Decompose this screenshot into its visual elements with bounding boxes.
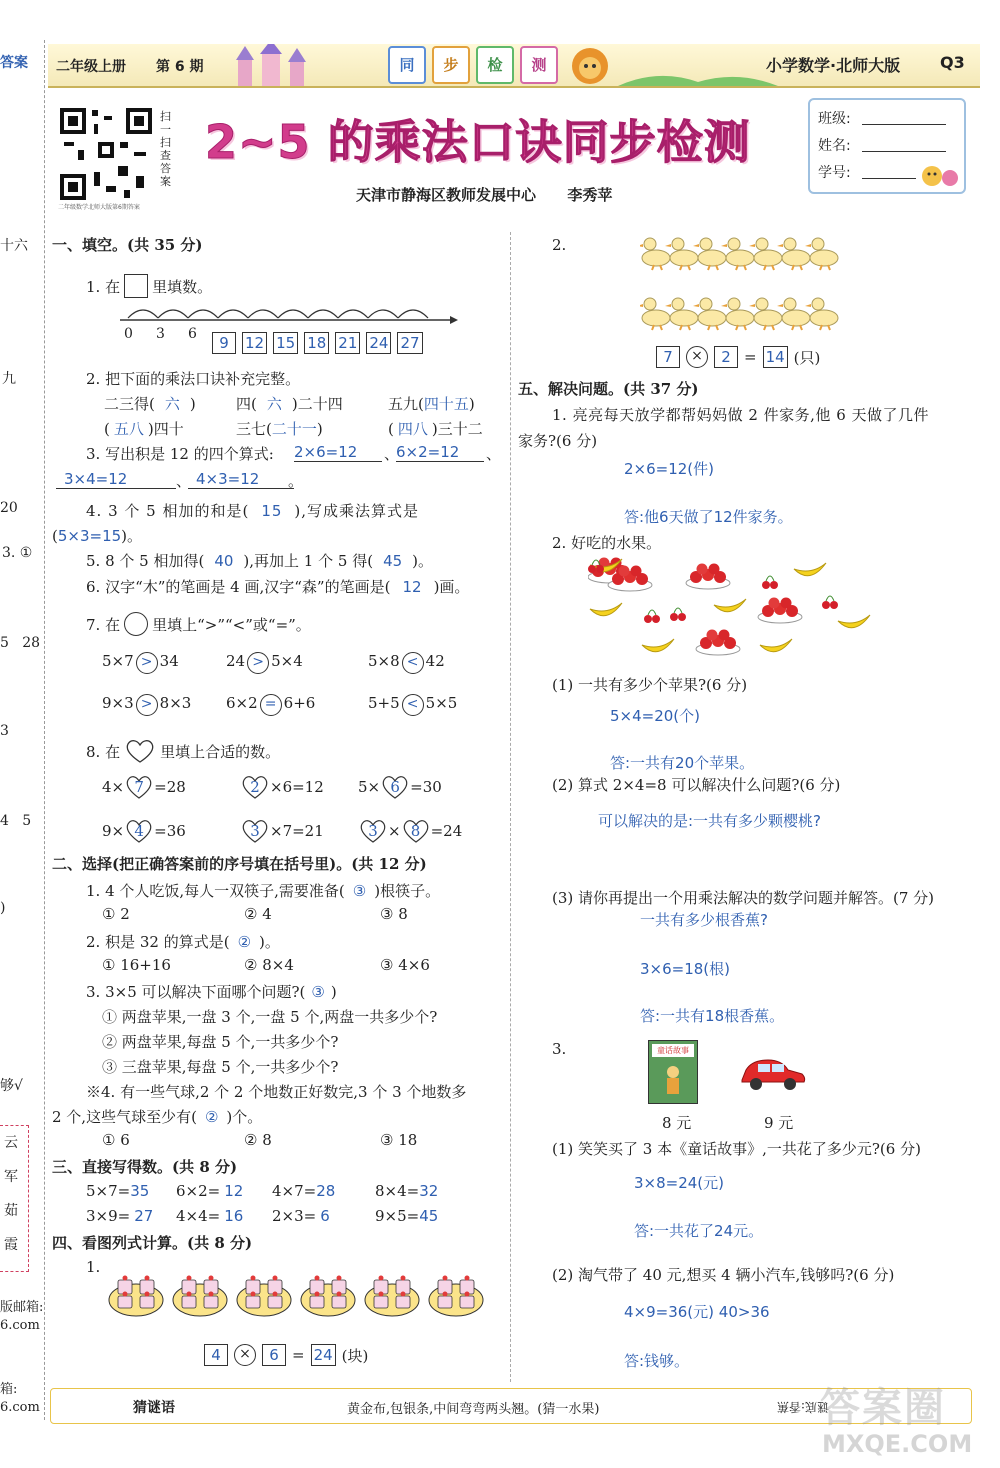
solution-answer[interactable]: 答:一共有20个苹果。 [610,754,755,772]
compare-item [368,694,457,716]
q-text: =30 [410,778,442,796]
q-text: 5. 8 个 5 相加得( [86,552,205,570]
question-1-8 [86,738,280,764]
q-text: 24 [226,652,246,670]
q-text: 5×7 [102,652,134,670]
verse-answer[interactable]: 四八 [397,420,428,438]
calc-answer[interactable]: 45 [419,1207,439,1225]
calc-answer[interactable]: 16 [224,1207,244,1225]
sub-question: (2) 算式 2×4=8 可以解决什么问题?(6 分) [552,776,841,794]
compare-circle[interactable]: < [402,652,424,674]
subject-label: 小学数学·北师大版 [766,56,901,75]
sub-question: (1) 一共有多少个苹果?(6 分) [552,676,748,694]
edge-text: 够√ [0,1078,23,1094]
heart-item [358,774,442,800]
answer-box[interactable]: 9 [212,332,236,354]
verse-answer[interactable]: 二十一 [271,420,317,438]
choice-option[interactable]: ② 两盘苹果,每盘 5 个,一共多少个? [102,1033,339,1051]
header-strip [48,44,980,88]
punct: 、 [486,445,502,463]
solution-calc[interactable]: 2×6=12(件) [624,460,715,478]
question-1-1 [86,274,212,298]
question-1-3: 3. 写出积是 12 的四个算式: [86,445,274,463]
tile: 步 [432,46,470,84]
watermark-url: MXQE.COM [822,1430,973,1458]
edge-name: 茹 [4,1203,18,1219]
choice-option[interactable]: ② 8 [244,1131,272,1149]
verse-answer[interactable]: 六 [266,395,282,413]
question-1-5 [86,550,433,571]
heart-value: 7 [134,778,144,796]
choice-option[interactable]: ① 6 [102,1131,130,1149]
q-text: ) [468,395,475,413]
answer-blank[interactable]: 5×3=15 [57,527,122,545]
number-line [110,298,460,328]
equation-box[interactable]: 6 [262,1344,286,1366]
q-text: 5×7= [86,1182,131,1200]
answer-blank[interactable]: 12 [402,578,422,596]
tick-label: 0 [124,326,133,342]
heart-answer[interactable] [240,774,270,800]
edge-answer-label: 答案 [0,55,28,71]
q-text: 8. 在 [86,742,121,761]
solution-answer[interactable]: 可以解决的是:一共有多少颗樱桃? [598,812,822,830]
compare-circle[interactable]: < [402,694,424,716]
choice-option[interactable]: ③ 18 [380,1131,418,1149]
q-text: 4. 3 个 5 相加的和是( [86,502,250,520]
compare-item [368,652,445,674]
castle-illustration [218,44,338,86]
q-text: ( [104,420,110,438]
q-text: 里填数。 [152,277,213,296]
cake-plate-icon [428,1266,484,1318]
car-price: 9 元 [764,1114,794,1132]
heart-value: 4 [134,822,144,840]
solution-calc[interactable]: 3×8=24(元) [634,1174,725,1192]
picture-equation-1 [204,1344,368,1366]
book-cover-figure-icon [649,1060,697,1100]
q-text: 四( [236,395,257,413]
choice-option[interactable]: ① 两盘苹果,一盘 3 个,一盘 5 个,两盘一共多少个? [102,1008,438,1026]
q-text: 8×3 [159,694,192,712]
equation-box[interactable]: 24 [311,1344,336,1366]
q-text: 42 [425,652,445,670]
question-1-2: 2. 把下面的乘法口诀补充完整。 [86,370,301,388]
choice-option[interactable]: ① 2 [102,905,130,923]
cake-plate-icon [108,1266,164,1318]
answer-box[interactable]: 18 [304,332,329,354]
verse-item [236,393,343,414]
solution-calc[interactable]: 4×9=36(元) 40>36 [624,1303,770,1321]
q-text: 5×4 [271,652,303,670]
q-text: 2. 积是 32 的算式是( [86,933,230,951]
heart-item [240,774,324,800]
riddle-text: 黄金布,包银条,中间弯弯两头翘。(猜一水果) [347,1402,600,1417]
q-text: 9×3 [102,694,134,712]
q-text: 8×4= [375,1182,420,1200]
q-text: 3×9= [86,1207,131,1225]
equation-box[interactable]: 4 [204,1344,228,1366]
heart-icon [124,738,156,764]
cut-line [44,40,46,1420]
q-text: )根筷子。 [374,882,441,900]
verse-answer[interactable]: 四十五 [423,395,469,413]
heart-answer[interactable] [401,818,431,844]
edge-text: ) [0,900,6,916]
edge-text: 5 28 [0,635,41,651]
compare-circle[interactable]: > [136,694,158,716]
q-text: 里填上合适的数。 [160,742,281,761]
tick-label: 6 [188,326,197,342]
calc-item [86,1182,149,1200]
solution-question[interactable]: 一共有多少根香蕉? [640,911,768,929]
equation-box[interactable]: 14 [763,346,788,368]
heart-item [102,774,186,800]
choice-option[interactable]: ② 8×4 [244,956,294,974]
q-text: )二十四 [291,395,343,413]
choice-option[interactable]: ① 16+16 [102,956,171,974]
q-text: 3. 3×5 可以解决下面哪个问题?( [86,983,306,1001]
equation-box[interactable]: 7 [656,346,680,368]
cake-plate-icon [364,1266,420,1318]
calc-answer[interactable]: 12 [224,1182,244,1200]
punct: 、 [176,472,192,490]
verse-item [388,418,483,439]
compare-item [226,694,315,716]
q-text: ×6=12 [270,778,324,796]
grass-decoration [618,64,778,86]
edge-text: 4 5 [0,813,32,829]
choice-option[interactable]: ② 4 [244,905,272,923]
section-2-title: 二、选择(把正确答案前的序号填在括号里)。(共 12 分) [52,855,427,873]
calc-item [176,1207,243,1225]
section-5-title: 五、解决问题。(共 37 分) [518,380,699,398]
choice-question-1 [86,880,440,901]
choice-question-2 [86,931,280,952]
q-text: =28 [154,778,186,796]
answer-blank[interactable]: 45 [383,552,403,570]
answer-blank[interactable]: 40 [214,552,234,570]
column-divider [510,232,511,1382]
sub-question: (3) 请你再提出一个用乘法解决的数学问题并解答。(7 分) [552,889,935,907]
cake-plates-picture [108,1266,484,1318]
tile: 检 [476,46,514,84]
edge-names-box [0,1125,29,1272]
edge-name: 云 [4,1135,18,1151]
cake-plate-icon [300,1266,356,1318]
equals-sign: = [292,1346,305,1364]
heart-item [358,818,462,844]
problem-1-cont: 家务?(6 分) [518,432,598,450]
number-line-answers [212,332,423,354]
tile: 同 [388,46,426,84]
heart-value: 3 [250,822,260,840]
q-text: ) [189,395,196,413]
q-text: ) [330,983,337,1001]
question-1-6 [86,576,469,597]
edge-text: 3. ① [2,545,33,561]
edge-text: 6.com [0,1400,40,1415]
solution-answer[interactable]: 答:一共花了24元。 [634,1222,764,1240]
cake-plate-icon [172,1266,228,1318]
edge-text: 箱: [0,1382,18,1397]
compare-circle[interactable]: > [136,652,158,674]
operator-circle[interactable]: × [234,1344,256,1366]
picture-equation-2 [656,346,820,368]
calc-item [272,1207,330,1225]
q-text: )。 [412,552,434,570]
q-text: ),再加上 1 个 5 得( [243,552,374,570]
square-symbol [124,274,148,298]
answer-blank[interactable]: ③ [311,983,325,1001]
calc-answer[interactable]: 35 [130,1182,150,1200]
q-text: 三七( [236,420,272,438]
heart-value: 2 [250,778,260,796]
problem-1: 1. 亮亮每天放学都帮妈妈做 2 件家务,他 6 天做了几件 [552,406,930,424]
circle-symbol [124,612,148,636]
compare-circle[interactable]: = [260,694,282,716]
q-text: 6×2 [226,694,258,712]
q-text: 1. 4 个人吃饭,每人一双筷子,需要准备( [86,882,345,900]
question-1-7 [86,612,311,636]
question-num: 1. [86,1258,101,1276]
q-text: =24 [430,822,463,840]
choice-option[interactable]: ③ 4×6 [380,956,430,974]
student-info-box [808,98,966,194]
answer-blank[interactable]: ② [237,933,252,951]
edge-text: 九 [2,371,16,387]
q-text: 34 [159,652,179,670]
q-text: × [388,822,401,840]
compare-circle[interactable]: > [247,652,269,674]
compare-item [102,694,191,716]
verse-answer[interactable]: 六 [164,395,180,413]
calc-answer[interactable]: 28 [316,1182,336,1200]
sub-question: (2) 淘气带了 40 元,想买 4 辆小汽车,钱够吗?(6 分) [552,1266,895,1284]
compare-item [102,652,179,674]
q-text: 5×8 [368,652,400,670]
calc-answer[interactable]: 32 [419,1182,439,1200]
name-label: 姓名: [818,138,851,154]
fruits-picture [588,555,878,665]
q-text: )三十二 [431,420,483,438]
qr-side-text: 扫一扫 查答案 [160,110,171,188]
riddle-label: 猜谜语 [133,1400,175,1416]
calc-item [86,1207,153,1225]
q-text: 2 个,这些气球至少有( [52,1108,197,1126]
choice-question-3 [86,981,337,1002]
id-field[interactable] [862,178,916,179]
answer-box[interactable]: 24 [366,332,391,354]
q-text: )。 [259,933,280,951]
sub-question: (1) 笑笑买了 3 本《童话故事》,一共花了多少元?(6 分) [552,1140,921,1158]
q-text: )四十 [147,420,184,438]
section-3-title: 三、直接写得数。(共 8 分) [52,1158,238,1176]
q-text: 5+5 [368,694,400,712]
solution-answer[interactable]: 答:钱够。 [624,1352,690,1370]
edge-text: 版邮箱: [0,1300,44,1315]
answer-blank[interactable]: ③ [352,882,367,900]
issue-label: 第 6 期 [156,59,204,75]
q-text: ( [52,527,58,545]
class-label: 班级: [818,111,851,127]
problem-2: 2. 好吃的水果。 [552,534,662,552]
punct: 。 [288,472,304,490]
answer-box[interactable]: 21 [335,332,360,354]
unit-label: (块) [341,1346,369,1365]
page-code: Q3 [940,53,965,72]
ducks-picture [640,232,840,336]
choice-question-4-cont [52,1106,262,1127]
tile: 测 [520,46,558,84]
calc-item [375,1207,438,1225]
verse-item [388,393,475,414]
choice-option[interactable]: ③ 8 [380,905,408,923]
heart-value: 8 [410,822,421,840]
calc-item [176,1182,243,1200]
edge-text: 6.com [0,1318,40,1333]
cake-plate-icon [236,1266,292,1318]
heart-answer[interactable] [124,774,154,800]
heart-item [102,818,186,844]
q-text: 5× [358,778,381,796]
heart-value: 6 [390,778,400,796]
q-text: 2×3= [272,1207,317,1225]
unit-label: (只) [793,348,821,367]
qr-code[interactable] [58,106,154,202]
operator-circle[interactable]: × [686,346,708,368]
q-text: 6. 汉字“木”的笔画是 4 画,汉字“森”的笔画是( [86,578,391,596]
q-text: 4× [102,778,125,796]
question-num: 3. [552,1040,567,1058]
q-text: 7. 在 [86,615,121,634]
choice-question-4: ※4. 有一些气球,2 个 2 个地数正好数完,3 个 3 个地数多 [86,1083,467,1101]
answer-blank[interactable]: 2×6=12 [294,443,382,462]
q-text: )画。 [433,578,470,596]
heart-answer[interactable] [358,818,388,844]
watermark-logo: 答案圈 [820,1385,946,1431]
question-num: 2. [552,236,567,254]
solution-answer[interactable]: 答:一共有18根香蕉。 [640,1007,785,1025]
q-text: 4×7= [272,1182,317,1200]
q-text: ( [388,420,394,438]
question-1-4-cont [52,525,142,546]
edge-text: 3 [0,723,9,739]
answer-blank[interactable]: 3×4=12 [56,470,176,489]
grade-label: 二年级上册 [56,59,126,75]
edge-text: 20 [0,500,18,516]
book-price: 8 元 [662,1114,692,1132]
punct: 、 [384,445,400,463]
calc-item [272,1182,335,1200]
verse-answer[interactable]: 五八 [113,420,144,438]
title-tiles [388,46,558,84]
compare-item [226,652,303,674]
toy-car-icon [738,1054,808,1094]
q-text: 9×5= [375,1207,420,1225]
solution-calc[interactable]: 5×4=20(个) [610,707,701,725]
edge-text: 十六 [0,238,28,254]
q-text: 1. 在 [86,277,121,296]
q-text: 5×5 [425,694,458,712]
q-text: 9× [102,822,125,840]
heart-answer[interactable] [124,818,154,844]
heart-item [240,818,324,844]
q-text: ) [316,420,323,438]
section-4-title: 四、看图列式计算。(共 8 分) [52,1234,253,1252]
q-text: 五九( [388,395,424,413]
verse-item [104,393,196,414]
choice-option[interactable]: ③ 三盘苹果,每盘 5 个,一共多少个? [102,1058,339,1076]
qr-caption: 二年级数学北师大版第6期答案 [58,204,140,211]
calc-item [375,1182,438,1200]
edge-name: 军 [4,1169,18,1185]
page-title: 2~5 的乘法口诀同步检测 [205,115,751,169]
q-text: ×7=21 [270,822,324,840]
class-field[interactable] [862,124,946,125]
calc-answer[interactable]: 6 [320,1207,330,1225]
q-text: 二三得( [104,395,155,413]
lion-mascot-icon [568,46,612,86]
solution-answer[interactable]: 答:他6天做了12件家务。 [624,508,793,526]
solution-calc[interactable]: 3×6=18(根) [640,960,731,978]
heart-value: 3 [368,822,378,840]
answer-blank[interactable]: 15 [261,502,283,520]
id-label: 学号: [818,165,851,181]
answer-box[interactable]: 15 [273,332,298,354]
book-title: 童话故事 [652,1044,694,1057]
answer-blank[interactable]: 6×2=12 [396,443,484,462]
q-text: ),写成乘法算式是 [294,502,420,520]
answer-box[interactable]: 12 [242,332,267,354]
equation-box[interactable]: 2 [714,346,738,368]
q-text: =36 [154,822,186,840]
heart-answer[interactable] [240,818,270,844]
edge-name: 霞 [4,1237,18,1253]
author-line: 天津市静海区教师发展中心 李秀苹 [356,186,613,204]
section-1-title: 一、填空。(共 35 分) [52,236,203,254]
verse-item [104,418,184,439]
cartoon-animals-icon [920,160,960,188]
answer-blank[interactable]: 4×3=12 [188,470,294,489]
answer-blank[interactable]: ② [204,1108,219,1126]
q-text: 6+6 [283,694,316,712]
q-text: 6×2= [176,1182,221,1200]
answer-box[interactable]: 27 [397,332,422,354]
calc-answer[interactable]: 27 [134,1207,154,1225]
verse-item [236,418,323,439]
name-field[interactable] [862,151,946,152]
tick-label: 3 [156,326,165,342]
question-1-4 [86,500,419,521]
equals-sign: = [744,348,757,366]
storybook-picture [648,1040,698,1104]
q-text: )。 [121,527,143,545]
q-text: )个。 [226,1108,263,1126]
qr-pattern-icon [58,106,154,202]
heart-answer[interactable] [380,774,410,800]
q-text: 里填上“>”“<”或“=”。 [152,615,311,634]
q-text: 4×4= [176,1207,221,1225]
riddle-answer: 谜底:香蕉 [777,1400,830,1414]
duck-icon [640,238,670,270]
